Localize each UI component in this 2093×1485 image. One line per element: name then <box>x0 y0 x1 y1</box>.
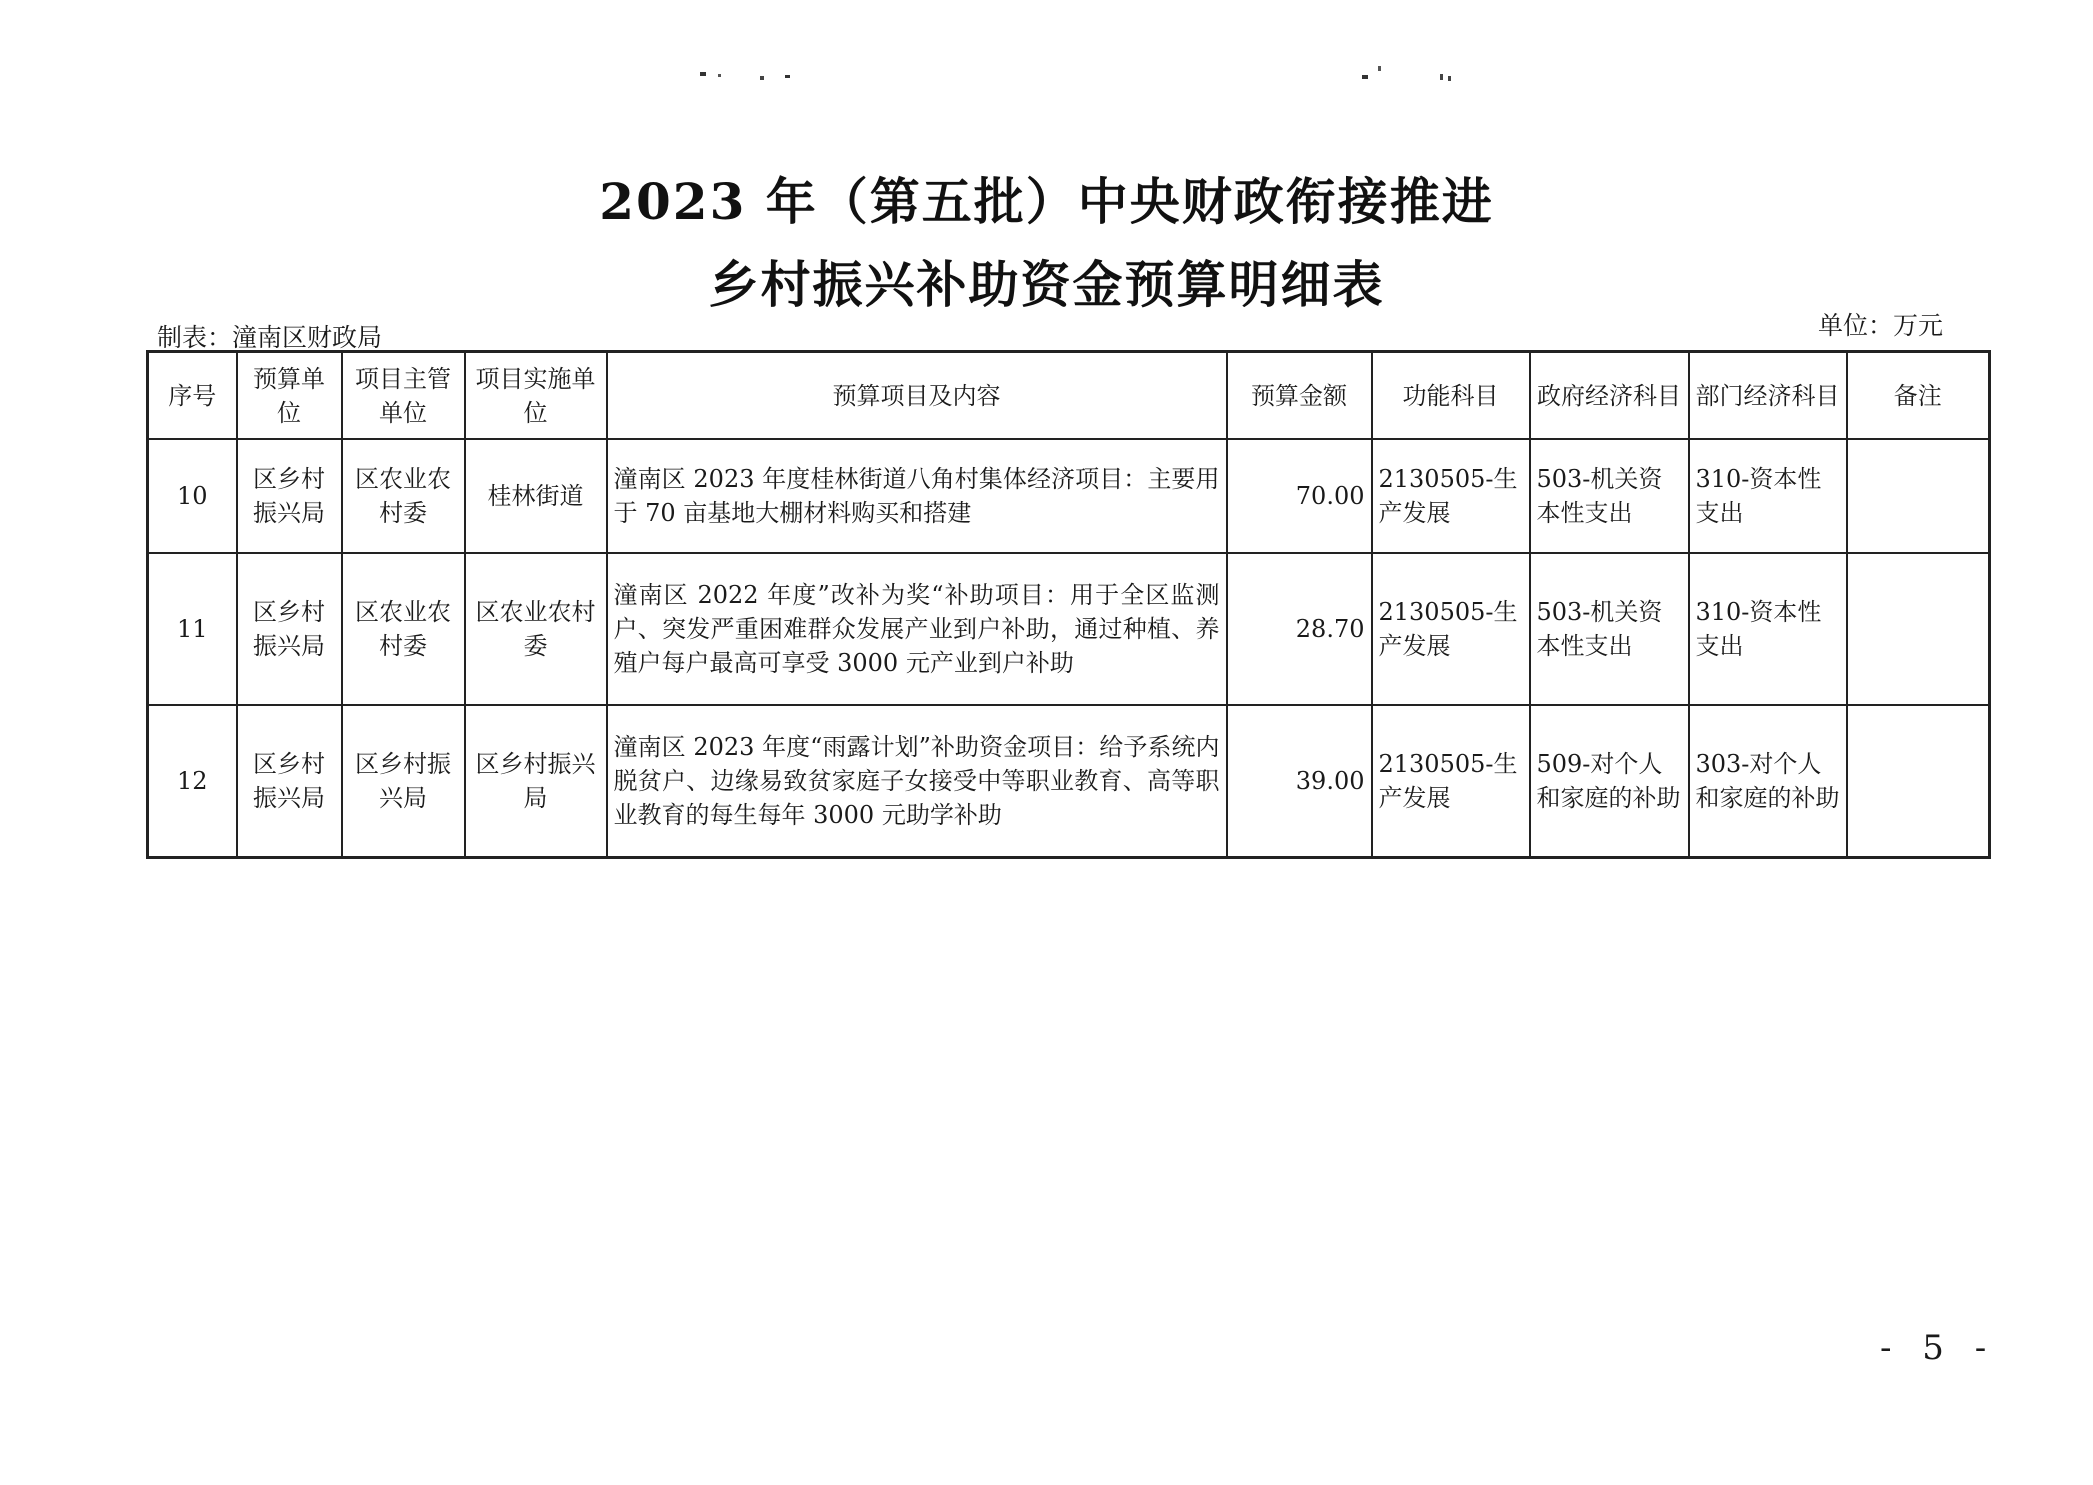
header-no: 序号 <box>148 352 237 440</box>
cell-amount: 39.00 <box>1227 705 1372 858</box>
cell-amount: 28.70 <box>1227 553 1372 705</box>
cell-supervisor: 区乡村振兴局 <box>342 705 465 858</box>
cell-content: 潼南区 2022 年度”改补为奖“补助项目：用于全区监测户、突发严重困难群众发展产业到户补助，通过种植、养殖户每户最高可享受 3000 元产业到户补助 <box>607 553 1227 705</box>
table-row <box>148 553 1990 705</box>
unit-label: 单位：万元 <box>1817 311 1943 340</box>
header-implementer: 项目实施单位 <box>465 352 607 440</box>
cell-gov: 509-对个人和家庭的补助 <box>1530 705 1689 858</box>
cell-no: 11 <box>148 553 237 705</box>
table-header-row <box>148 352 1990 440</box>
cell-supervisor: 区农业农村委 <box>342 553 465 705</box>
header-amount: 预算金额 <box>1227 352 1372 440</box>
header-content: 预算项目及内容 <box>607 352 1227 440</box>
scan-specks <box>0 0 2093 120</box>
cell-func: 2130505-生产发展 <box>1372 705 1530 858</box>
header-dept: 部门经济科目 <box>1689 352 1847 440</box>
table-row <box>148 439 1990 553</box>
budget-table <box>146 350 1991 859</box>
header-budget-unit: 预算单位 <box>237 352 342 440</box>
cell-amount: 70.00 <box>1227 439 1372 553</box>
header-supervisor: 项目主管单位 <box>342 352 465 440</box>
cell-implementer: 桂林街道 <box>465 439 607 553</box>
cell-dept: 310-资本性支出 <box>1689 553 1847 705</box>
cell-note <box>1847 553 1990 705</box>
cell-func: 2130505-生产发展 <box>1372 439 1530 553</box>
cell-budget-unit: 区乡村振兴局 <box>237 439 342 553</box>
cell-no: 12 <box>148 705 237 858</box>
document-title-line1: 2023 年（第五批）中央财政衔接推进 <box>599 172 1494 231</box>
header-func: 功能科目 <box>1372 352 1530 440</box>
cell-content: 潼南区 2023 年度“雨露计划”补助资金项目：给予系统内脱贫户、边缘易致贫家庭子女接受中等职业教育、高等职业教育的每生每年 3000 元助学补助 <box>607 705 1227 858</box>
cell-dept: 303-对个人和家庭的补助 <box>1689 705 1847 858</box>
cell-gov: 503-机关资本性支出 <box>1530 553 1689 705</box>
cell-budget-unit: 区乡村振兴局 <box>237 553 342 705</box>
cell-implementer: 区乡村振兴局 <box>465 705 607 858</box>
cell-gov: 503-机关资本性支出 <box>1530 439 1689 553</box>
cell-no: 10 <box>148 439 237 553</box>
header-note: 备注 <box>1847 352 1990 440</box>
page-number: - 5 - <box>1880 1328 1997 1368</box>
document-title-line2: 乡村振兴补助资金预算明细表 <box>708 255 1385 314</box>
header-gov: 政府经济科目 <box>1530 352 1689 440</box>
cell-dept: 310-资本性支出 <box>1689 439 1847 553</box>
cell-func: 2130505-生产发展 <box>1372 553 1530 705</box>
table-row <box>148 705 1990 858</box>
cell-budget-unit: 区乡村振兴局 <box>237 705 342 858</box>
cell-supervisor: 区农业农村委 <box>342 439 465 553</box>
cell-content: 潼南区 2023 年度桂林街道八角村集体经济项目：主要用于 70 亩基地大棚材料购买和搭建 <box>607 439 1227 553</box>
prepared-by: 制表：潼南区财政局 <box>157 323 383 352</box>
cell-note <box>1847 705 1990 858</box>
cell-implementer: 区农业农村委 <box>465 553 607 705</box>
cell-note <box>1847 439 1990 553</box>
